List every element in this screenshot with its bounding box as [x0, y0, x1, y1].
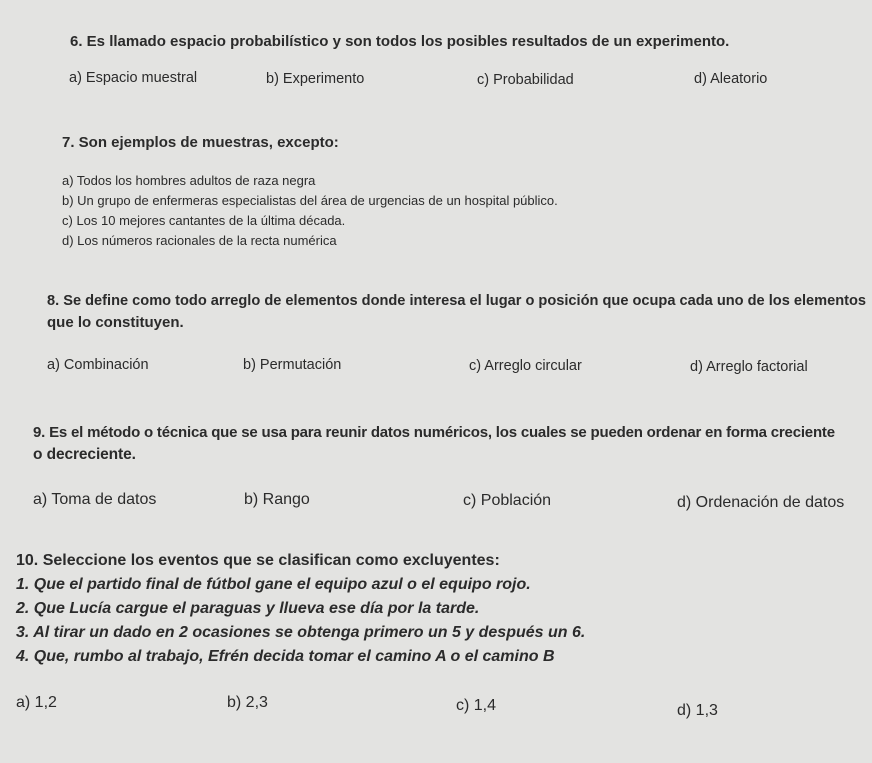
q9-option-d[interactable]: d) Ordenación de datos [677, 494, 845, 511]
q10-option-d[interactable]: d) 1,3 [677, 702, 718, 719]
q10-event-2: 2. Que Lucía cargue el paraguas y llueva ese día por la tarde. [16, 600, 480, 617]
q9-option-b[interactable]: b) Rango [244, 491, 310, 508]
q7-option-b[interactable]: b) Un grupo de enfermeras especialistas del área de urgencias de un hospital público. [62, 193, 558, 208]
q8-stem-line2: que lo constituyen. [47, 314, 184, 331]
q8-option-d[interactable]: d) Arreglo factorial [690, 359, 808, 375]
q9-stem-line1: 9. Es el método o técnica que se usa para reunir datos numéricos, los cuales se pueden ordenar en forma creciente [33, 424, 835, 441]
q6-option-a[interactable]: a) Espacio muestral [69, 70, 198, 86]
q10-option-c[interactable]: c) 1,4 [456, 697, 497, 714]
q6-option-d[interactable]: d) Aleatorio [694, 71, 768, 87]
q9-stem-line2: o decreciente. [33, 446, 136, 463]
q10-event-3: 3. Al tirar un dado en 2 ocasiones se obtenga primero un 5 y después un 6. [16, 624, 586, 641]
q8-option-b[interactable]: b) Permutación [243, 357, 342, 373]
q9-option-c[interactable]: c) Población [463, 492, 552, 509]
q7-option-c[interactable]: c) Los 10 mejores cantantes de la última década. [62, 213, 346, 228]
q7-stem: 7. Son ejemplos de muestras, excepto: [62, 134, 339, 151]
q10-stem: 10. Seleccione los eventos que se clasifican como excluyentes: [16, 552, 500, 569]
q8-option-c[interactable]: c) Arreglo circular [469, 358, 582, 374]
q7-option-a[interactable]: a) Todos los hombres adultos de raza negra [62, 173, 316, 188]
q10-option-a[interactable]: a) 1,2 [16, 694, 57, 711]
q8-stem-line1: 8. Se define como todo arreglo de elementos donde interesa el lugar o posición que ocupa cada uno de los elementos [47, 293, 867, 309]
q7-option-d[interactable]: d) Los números racionales de la recta numérica [62, 233, 337, 248]
q6-option-b[interactable]: b) Experimento [266, 71, 365, 87]
q6-stem: 6. Es llamado espacio probabilístico y son todos los posibles resultados de un experimento. [70, 33, 730, 50]
q6-option-c[interactable]: c) Probabilidad [477, 72, 574, 88]
q9-option-a[interactable]: a) Toma de datos [33, 491, 157, 508]
q10-event-1: 1. Que el partido final de fútbol gane el equipo azul o el equipo rojo. [16, 576, 531, 593]
q8-option-a[interactable]: a) Combinación [47, 357, 149, 373]
q10-option-b[interactable]: b) 2,3 [227, 694, 268, 711]
q10-event-4: 4. Que, rumbo al trabajo, Efrén decida tomar el camino A o el camino B [16, 648, 555, 665]
